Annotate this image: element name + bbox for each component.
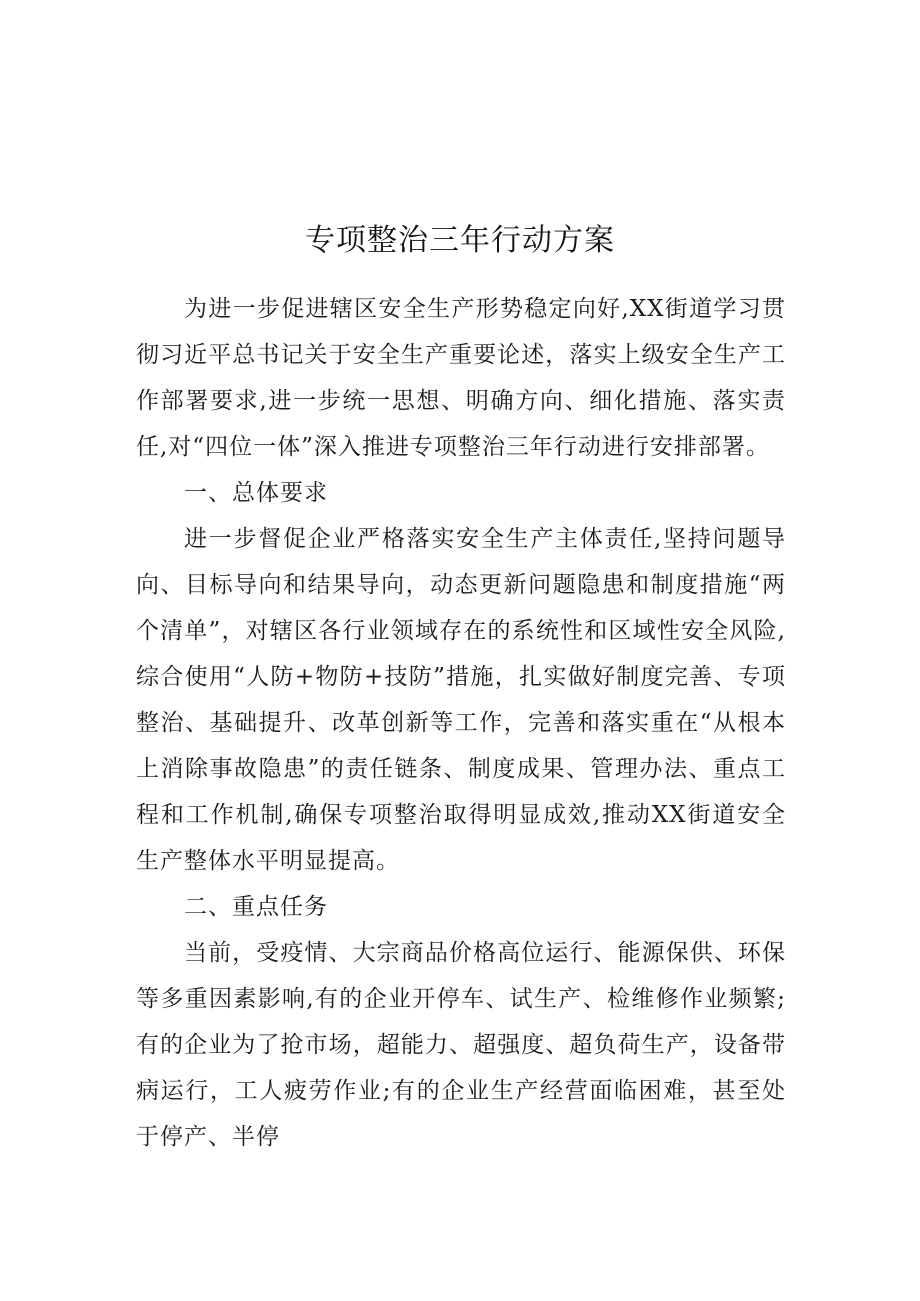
section-heading-general-requirements: 一、总体要求 (184, 480, 328, 506)
section-heading-key-tasks: 二、重点任务 (184, 894, 328, 920)
document-title: 专项整治三年行动方案 (305, 223, 615, 258)
intro-paragraph: 为进一步促进辖区安全生产形势稳定向好,XX街道学习贯彻习近平总书记关于安全生产重要论述，落实上级安全生产工作部署要求,进一步统一思想、明确方向、细化措施、落实责任,对“四位一体”深入推进专项整治三年行动进行安排部署。 (136, 296, 786, 460)
general-requirements-paragraph: 进一步督促企业严格落实安全生产主体责任,坚持问题导向、目标导向和结果导向，动态更新问题隐患和制度措施“两个清单”，对辖区各行业领域存在的系统性和区域性安全风险,综合使用“人防+物防+技防”措施，扎实做好制度完善、专项整治、基础提升、改革创新等工作，完善和落实重在“从根本上消除事故隐患”的责任链条、制度成果、管理办法、重点工程和工作机制,确保专项整治取得明显成效,推动XX街道安全生产整体水平明显提高。 (136, 526, 786, 874)
key-tasks-paragraph: 当前，受疫情、大宗商品价格高位运行、能源保供、环保等多重因素影响,有的企业开停车、试生产、检维修作业频繁;有的企业为了抢市场，超能力、超强度、超负荷生产，设备带病运行，工人疲劳作业;有的企业生产经营面临困难，甚至处于停产、半停 (136, 940, 786, 1150)
document-body (136, 286, 786, 1160)
